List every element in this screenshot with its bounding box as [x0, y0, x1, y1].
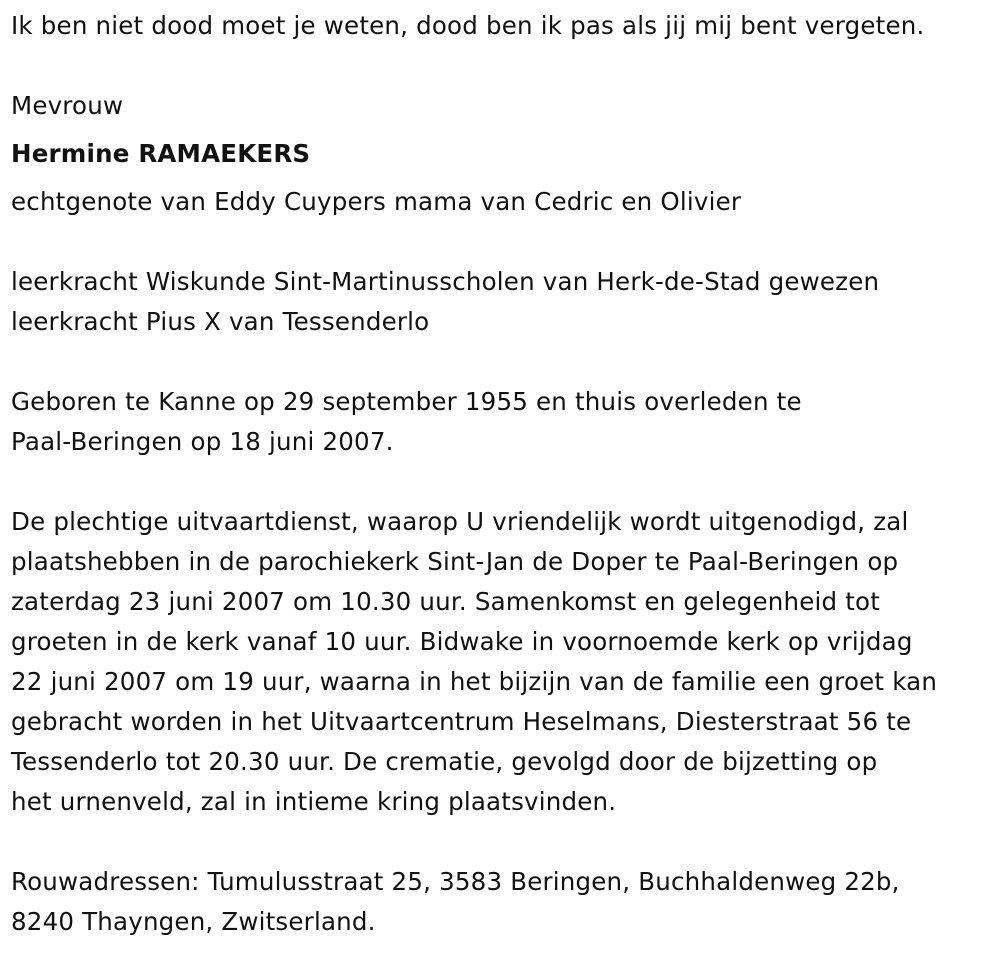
funeral-line: het urnenveld, zal in intieme kring plaatsvinden. [11, 787, 617, 816]
memorial-quote: Ik ben niet dood moet je weten, dood ben ik pas als jij mij bent vergeten. [11, 11, 925, 40]
funeral-line: groeten in de kerk vanaf 10 uur. Bidwake in voornoemde kerk op vrijdag [11, 627, 913, 656]
birth-death-line-2: Paal-Beringen op 18 juni 2007. [11, 427, 394, 456]
funeral-line: gebracht worden in het Uitvaartcentrum Heselmans, Diesterstraat 56 te [11, 707, 912, 736]
funeral-line: Tessenderlo tot 20.30 uur. De crematie, gevolgd door de bijzetting op [11, 747, 878, 776]
profession-line-2: leerkracht Pius X van Tessenderlo [11, 307, 430, 336]
family-relations: echtgenote van Eddy Cuypers mama van Cedric en Olivier [11, 187, 742, 216]
birth-death-line-1: Geboren te Kanne op 29 september 1955 en thuis overleden te [11, 387, 802, 416]
profession-line-1: leerkracht Wiskunde Sint-Martinusscholen van Herk-de-Stad gewezen [11, 267, 880, 296]
mourning-address-line-2: 8240 Thayngen, Zwitserland. [11, 907, 376, 936]
funeral-line: plaatshebben in de parochiekerk Sint-Jan de Doper te Paal-Beringen op [11, 547, 899, 576]
funeral-line: 22 juni 2007 om 19 uur, waarna in het bijzijn van de familie een groet kan [11, 667, 938, 696]
funeral-line: De plechtige uitvaartdienst, waarop U vriendelijk wordt uitgenodigd, zal [11, 507, 909, 536]
funeral-line: zaterdag 23 juni 2007 om 10.30 uur. Samenkomst en gelegenheid tot [11, 587, 881, 616]
mourning-address-line-1: Rouwadressen: Tumulusstraat 25, 3583 Beringen, Buchhaldenweg 22b, [11, 867, 900, 896]
deceased-name: Hermine RAMAEKERS [11, 139, 311, 168]
honorific: Mevrouw [11, 91, 124, 120]
